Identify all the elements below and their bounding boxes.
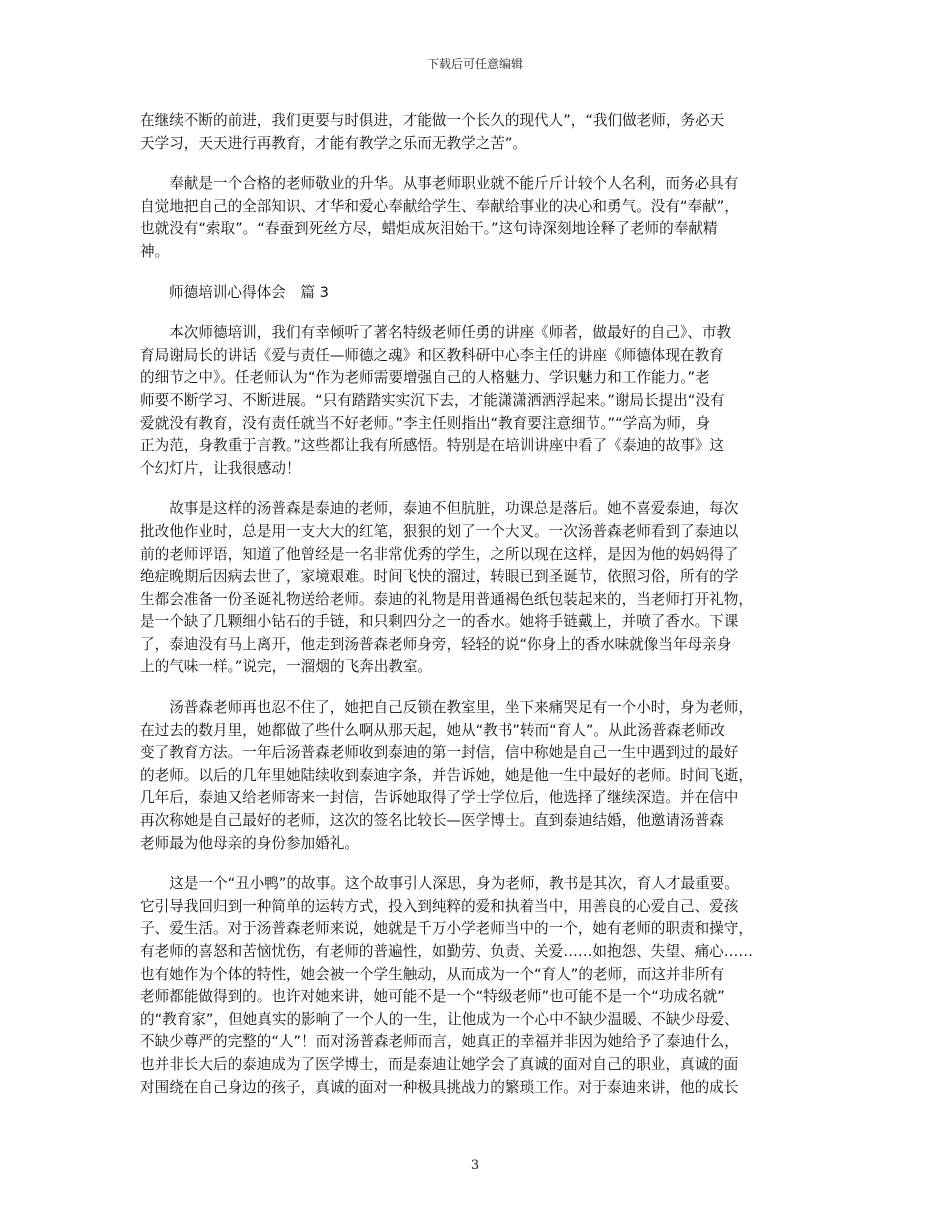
paragraph-4 bbox=[140, 498, 820, 679]
text-line: 这是一个“丑小鸭”的故事。这个故事引人深思，身为老师，教书是其次，育人才最重要。 bbox=[140, 875, 739, 893]
text-line: 爱就没有教育，没有责任就当不好老师。”李主任则指出“教育要注意细节。”“学高为师，身 bbox=[140, 414, 711, 432]
text-line: 的细节之中》。任老师认为“作为老师需要增强自己的人格魅力、学识魅力和工作能力。”老 bbox=[140, 369, 710, 387]
text-line: 也并非长大后的泰迪成为了医学博士，而是泰迪让她学会了真诚的面对自己的职业，真诚的面 bbox=[140, 1055, 739, 1073]
page-number: 3 bbox=[470, 1158, 480, 1173]
text-line: 奉献是一个合格的老师敬业的升华。从事老师职业就不能斤斤计较个人名利，而务必具有 bbox=[140, 175, 739, 193]
text-line: 是一个缺了几颗细小钻石的手链，和只剩四分之一的香水。她将手链戴上，并喷了香水。下课 bbox=[140, 613, 739, 631]
text-line: 也有她作为个体的特性，她会被一个学生触动，从而成为一个“育人”的老师，而这并非所有 bbox=[140, 965, 725, 983]
text-line: 在过去的数月里，她都做了些什么啊从那天起，她从“教书”转而“育人”。从此汤普森老师改 bbox=[140, 721, 725, 739]
text-line: 上的气味一样。”说完，一溜烟的飞奔出教室。 bbox=[140, 658, 433, 676]
text-line: 不缺少尊严的完整的“人”！而对汤普森老师而言，她真正的幸福并非因为她给予了泰迪什么， bbox=[140, 1033, 739, 1051]
text-line: 故事是这样的汤普森是泰迪的老师，泰迪不但肮脏，功课总是落后。她不喜爱泰迪，每次 bbox=[140, 500, 739, 518]
text-line: 师要不断学习、不断进展。“只有踏踏实实沉下去，才能潇潇洒洒浮起来。”谢局长提出“没有 bbox=[140, 391, 725, 409]
text-line: 个幻灯片，让我很感动！ bbox=[140, 459, 301, 477]
text-line: 的“教育家”，但她真实的影响了一个人的一生，让他成为一个心中不缺少温暖、不缺少母爱、 bbox=[140, 1010, 739, 1028]
text-line: 的老师。以后的几年里她陆续收到泰迪字条，并告诉她，她是他一生中最好的老师。时间飞逝， bbox=[140, 766, 753, 784]
text-line: 几年后，泰迪又给老师寄来一封信，告诉她取得了学士学位后，他选择了继续深造。并在信中 bbox=[140, 789, 739, 807]
text-line: 绝症晚期后因病去世了，家境艰难。时间飞快的溜过，转眼已到圣诞节，依照习俗，所有的学 bbox=[140, 568, 739, 586]
text-line: 在继续不断的前进，我们更要与时俱进，才能做一个长久的现代人”，“我们做老师，务必天 bbox=[140, 112, 725, 129]
paragraph-3 bbox=[140, 322, 820, 480]
text-line: 老师最为他母亲的身份参加婚礼。 bbox=[140, 834, 359, 852]
text-line: 自觉地把自己的全部知识、才华和爱心奉献给学生、奉献给事业的决心和勇气。没有“奉献”， bbox=[140, 197, 739, 215]
text-line: 再次称她是自己最好的老师，这次的签名比较长—医学博士。直到泰迪结婚，他邀请汤普森 bbox=[140, 812, 724, 830]
text-line: 前的老师评语，知道了他曾经是一名非常优秀的学生，之所以现在这样，是因为他的妈妈得了 bbox=[140, 545, 739, 563]
text-line: 它引导我回归到一种简单的运转方式，投入到纯粹的爱和执着当中，用善良的心爱自己、爱孩 bbox=[140, 897, 739, 915]
text-line: 子、爱生活。对于汤普森老师来说，她就是千万小学老师当中的一个，她有老师的职责和操守， bbox=[140, 920, 753, 938]
paragraph-1 bbox=[140, 110, 820, 155]
text-line: 育局谢局长的讲话《爱与责任—师德之魂》和区教科研中心李主任的讲座《师德体现在教育 bbox=[140, 346, 724, 364]
text-line: 批改他作业时，总是用一支大大的红笔，狠狠的划了一个大叉。一次汤普森老师看到了泰迪以 bbox=[140, 522, 739, 540]
page-header: 下载后可任意编辑 bbox=[426, 57, 523, 71]
text-line: 天学习，天天进行再教育，才能有教学之乐而无教学之苦”。 bbox=[140, 134, 528, 152]
text-line: 也就没有“索取”。“春蚕到死丝方尽，蜡炬成灰泪始干。”这句诗深刻地诠释了老师的奉献精 bbox=[140, 220, 718, 238]
text-line: 变了教育方法。一年后汤普森老师收到泰迪的第一封信，信中称她是自己一生中遇到过的最好 bbox=[140, 744, 739, 762]
text-line: 对围绕在自己身边的孩子，真诚的面对一种极具挑战力的繁琐工作。对于泰迪来讲，他的成长 bbox=[140, 1078, 739, 1096]
text-line: 汤普森老师再也忍不住了，她把自己反锁在教室里，坐下来痛哭足有一个小时，身为老师， bbox=[140, 699, 753, 717]
section-heading: 师德培训心得体会 篇 3 bbox=[169, 283, 329, 301]
text-line: 老师都能做得到的。也许对她来讲，她可能不是一个“特级老师”也可能不是一个“功成名就” bbox=[140, 988, 725, 1006]
document-body bbox=[140, 110, 820, 1099]
text-line: 有老师的喜怒和苦恼忧伤，有老师的普遍性，如勤劳、负责、关爱……如抱怨、失望、痛心…… bbox=[140, 943, 753, 960]
text-line: 正为范，身教重于言教。”这些都让我有所感悟。特别是在培训讲座中看了《泰迪的故事》这 bbox=[140, 437, 725, 455]
text-line: 了，泰迪没有马上离开，他走到汤普森老师身旁，轻轻的说“你身上的香水味就像当年母亲身 bbox=[140, 635, 732, 653]
paragraph-5 bbox=[140, 697, 820, 855]
text-line: 神。 bbox=[140, 242, 170, 260]
text-line: 生都会准备一份圣诞礼物送给老师。泰迪的礼物是用普通褐色纸包装起来的，当老师打开礼物， bbox=[140, 590, 753, 608]
paragraph-6 bbox=[140, 873, 820, 1099]
text-line: 本次师德培训，我们有幸倾听了著名特级老师任勇的讲座《师者，做最好的自己》、市教 bbox=[140, 324, 732, 342]
paragraph-2 bbox=[140, 173, 820, 263]
